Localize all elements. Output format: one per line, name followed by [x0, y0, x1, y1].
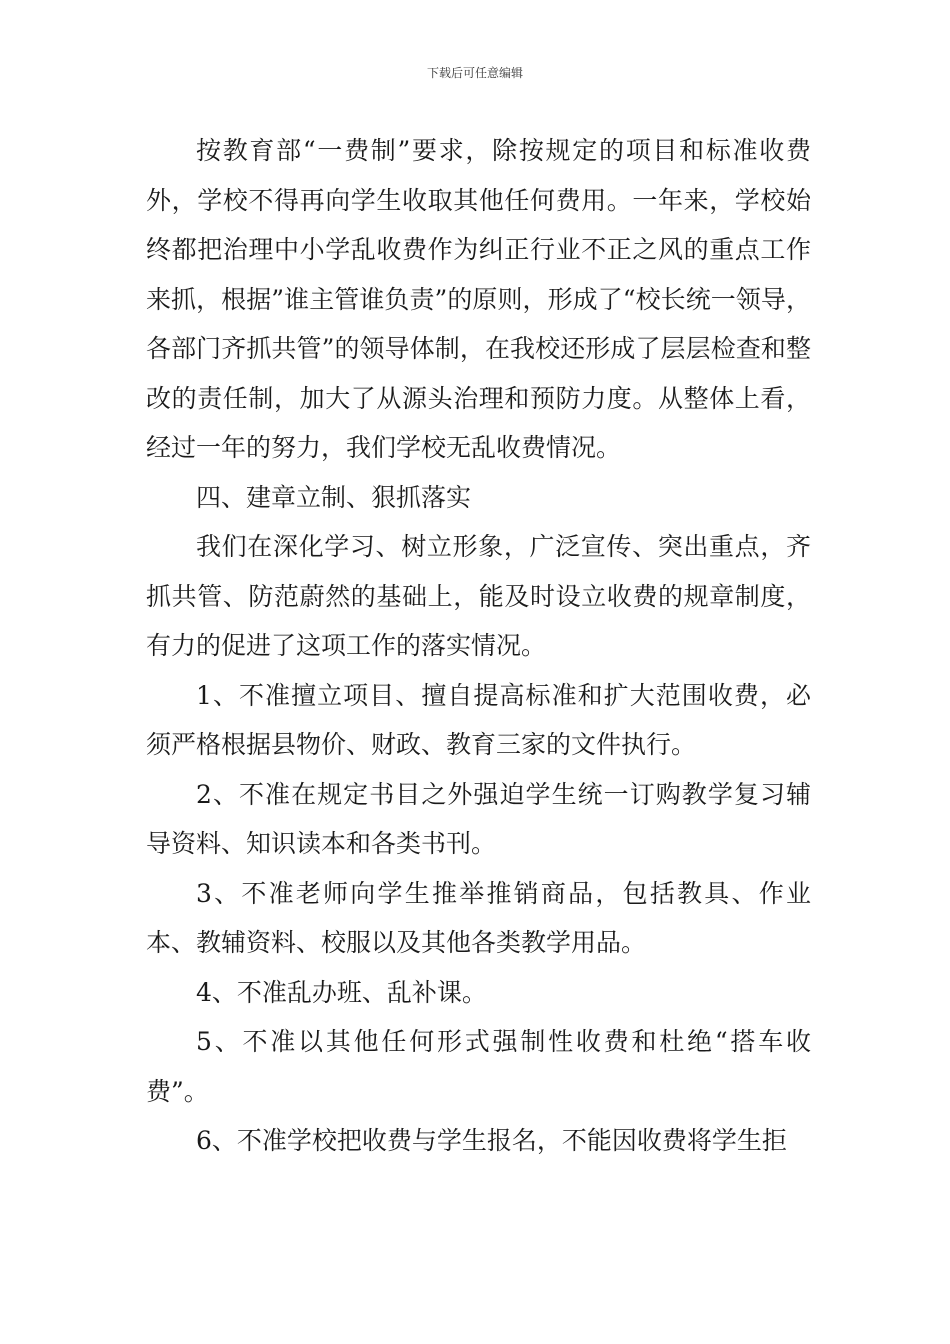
- document-body: [146, 126, 811, 1166]
- rule-item-4: 4、不准乱办班、乱补课。: [196, 977, 487, 1007]
- paragraph-one-fee-policy: 按教育部“一费制”要求，除按规定的项目和标准收费外，学校不得再向学生收取其他任何费用。一年来，学校始终都把治理中小学乱收费作为纠正行业不正之风的重点工作来抓，根据”谁主管谁负责”的原则，形成了“校长统一领导，各部门齐抓共管”的领导体制，在我校还形成了层层检查和整改的责任制，加大了从源头治理和预防力度。从整体上看，经过一年的努力，我们学校无乱收费情况。: [146, 136, 811, 462]
- rule-item-1: 1、不准擅立项目、擅自提高标准和扩大范围收费，必须严格根据县物价、财政、教育三家的文件执行。: [146, 680, 811, 759]
- page-header-note: 下载后可任意编辑: [426, 66, 523, 80]
- rule-item-2: 2、不准在规定书目之外强迫学生统一订购教学复习辅导资料、知识读本和各类书刊。: [146, 779, 811, 858]
- rule-item-3: 3、不准老师向学生推举推销商品，包括教具、作业本、教辅资料、校服以及其他各类教学用品。: [146, 878, 811, 957]
- rule-item-5: 5、不准以其他任何形式强制性收费和杜绝“搭车收费”。: [146, 1027, 811, 1106]
- section-heading-rules: 四、建章立制、狠抓落实: [196, 482, 472, 512]
- paragraph-rules-intro: 我们在深化学习、树立形象，广泛宣传、突出重点，齐抓共管、防范蔚然的基础上，能及时设立收费的规章制度，有力的促进了这项工作的落实情况。: [146, 532, 811, 660]
- rule-item-6: 6、不准学校把收费与学生报名，不能因收费将学生拒: [196, 1126, 787, 1155]
